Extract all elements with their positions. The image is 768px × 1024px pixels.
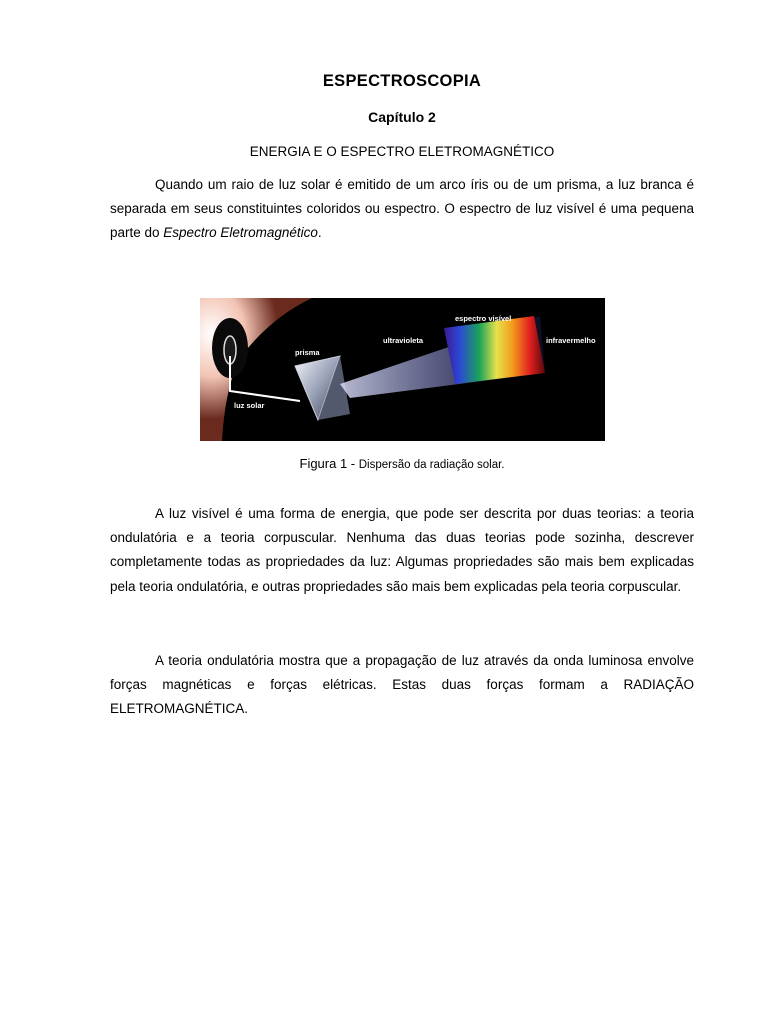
paragraph-intro-text: Quando um raio de luz solar é emitido de um arco íris ou de um prisma, a luz branca é separada em seus constituintes coloridos ou espectro. O espectro de luz visível é uma pequena parte do: [110, 177, 694, 241]
document-title: ESPECTROSCOPIA: [322, 72, 482, 90]
paragraph-intro-emphasis: Espectro Eletromagnético: [163, 225, 318, 241]
sun-glow-shape: [200, 298, 312, 441]
section-heading: ENERGIA E O ESPECTRO ELETROMAGNÉTICO: [249, 144, 555, 159]
figure-caption: [0, 456, 768, 471]
paragraph-theories-text: A luz visível é uma forma de energia, que pode ser descrita por duas teorias: a teoria ondulatória e a teoria corpuscular. Nenhuma das duas teorias pode sozinha, descrever completamente todas as propriedades da luz: Algumas propriedades são mais bem explicadas pela teoria ondulatória, e outras propriedades são mais bem explicadas pela teoria corpuscular.: [110, 506, 694, 594]
paragraph-intro-end: .: [317, 225, 322, 241]
label-prism: prisma: [295, 348, 320, 357]
label-visible-spectrum: espectro visível: [455, 314, 512, 323]
paragraph-theories: [110, 502, 694, 599]
paragraph-wave-theory: [110, 649, 694, 722]
label-sunlight: luz solar: [234, 401, 265, 410]
label-ultraviolet: ultravioleta: [383, 336, 424, 345]
visible-spectrum-band: [444, 316, 545, 384]
paragraph-wave-theory-text: A teoria ondulatória mostra que a propagação de luz através da onda luminosa envolve forças magnéticas e forças elétricas. Estas duas forças formam a RADIAÇÃO ELETROMAGNÉTICA.: [110, 653, 694, 717]
dispersion-illustration: [200, 298, 605, 441]
label-infrared: infravermelho: [546, 336, 596, 345]
chapter-heading: Capítulo 2: [368, 109, 436, 125]
figure-caption-text: Dispersão da radiação solar.: [358, 459, 505, 471]
figure-dispersion-image: [200, 298, 605, 441]
paragraph-intro: [110, 173, 694, 246]
figure-caption-prefix: Figura 1 -: [299, 456, 359, 471]
